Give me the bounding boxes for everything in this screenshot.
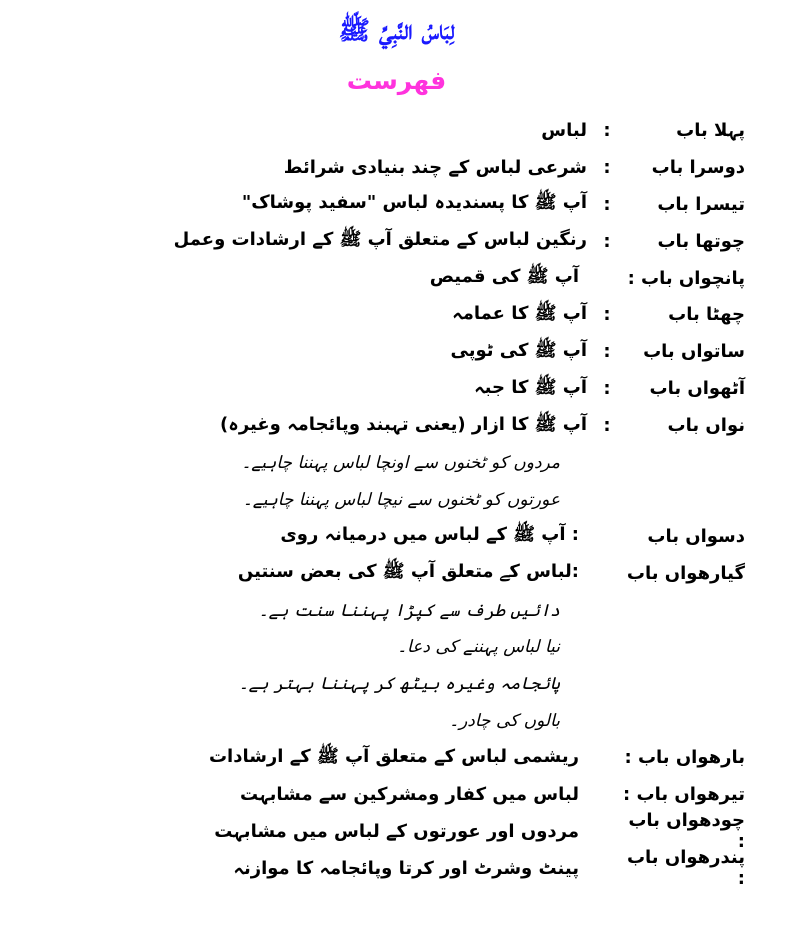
separator: :	[603, 304, 611, 326]
chapter-label: بارھواں باب :	[624, 747, 745, 769]
separator: :	[603, 230, 611, 252]
contents-heading: فهرست	[346, 66, 447, 95]
chapter-topic: مردوں اور عورتوں کے لباس میں مشابہت	[214, 820, 579, 842]
toc-row	[25, 776, 745, 813]
separator: :	[603, 378, 611, 400]
chapter-topic: آپ ﷺ کا جبہ	[474, 376, 587, 398]
toc-subitem	[25, 444, 745, 481]
toc-row	[25, 407, 745, 444]
chapter-topic: آپ ﷺ کا پسندیدہ لباس "سفید پوشاک"	[241, 192, 587, 214]
toc-row	[25, 518, 745, 555]
chapter-topic: :لباس کے متعلق آپ ﷺ کی بعض سنتیں	[237, 561, 579, 583]
chapter-topic: آپ ﷺ کی ٹوپی	[450, 339, 587, 361]
chapter-label: دوسرا باب	[651, 156, 745, 178]
subtopic-text: دائیں طرف سے کپڑا پہننا سنت ہے۔	[258, 600, 560, 621]
chapter-topic: پینٹ وشرٹ اور کرتا وپائجامہ کا موازنہ	[233, 857, 579, 879]
chapter-label: ساتواں باب	[643, 341, 745, 363]
separator: :	[603, 156, 611, 178]
subtopic-text: مردوں کو ٹخنوں سے اونچا لباس پہننا چاہیے۔	[241, 452, 560, 473]
chapter-topic: ریشمی لباس کے متعلق آپ ﷺ کے ارشادات	[208, 745, 579, 767]
toc-subitem	[25, 628, 745, 665]
chapter-label: تیرھواں باب :	[623, 783, 745, 805]
subtopic-text: نیا لباس پہننے کی دعا۔	[397, 637, 560, 658]
toc-subitem	[25, 702, 745, 739]
toc-row	[25, 333, 745, 370]
chapter-topic: رنگین لباس کے متعلق آپ ﷺ کے ارشادات وعمل	[173, 229, 587, 251]
chapter-topic: آپ ﷺ کی قمیص	[429, 266, 579, 287]
toc-row	[25, 555, 745, 592]
chapter-topic: شرعی لباس کے چند بنیادی شرائط	[283, 156, 587, 178]
subtopic-text: عورتوں کو ٹخنوں سے نیچا لباس پہننا چاہیے۔	[242, 489, 560, 510]
toc-row	[25, 260, 745, 297]
chapter-label: گیارھواں باب	[626, 562, 745, 584]
chapter-label: پہلا باب	[676, 119, 745, 141]
chapter-label: چوتھا باب	[657, 230, 745, 252]
chapter-label: پندرھواں باب :	[626, 847, 745, 890]
toc-subitem	[25, 481, 745, 518]
toc-row	[25, 186, 745, 223]
table-of-contents	[25, 112, 745, 890]
chapter-topic: لباس	[541, 119, 587, 141]
toc-row	[25, 370, 745, 407]
chapter-topic: آپ ﷺ کا ازار (یعنی تہبند وپائجامہ وغیرہ)	[220, 413, 587, 435]
toc-subitem	[25, 592, 745, 629]
subtopic-text: بالوں کی چادر۔	[449, 711, 560, 732]
chapter-label: آٹھواں باب	[649, 378, 745, 400]
toc-row	[25, 223, 745, 260]
toc-row	[25, 149, 745, 186]
chapter-label: تیسرا باب	[657, 193, 745, 215]
subtopic-text: پائجامہ وغیرہ بیٹھ کر پہننا بہتر ہے۔	[238, 674, 560, 695]
toc-row	[25, 112, 745, 149]
separator: :	[603, 193, 611, 215]
toc-row	[25, 810, 745, 853]
toc-row	[25, 296, 745, 333]
chapter-topic: لباس میں کفار ومشرکین سے مشابہت	[240, 783, 579, 805]
chapter-topic: آپ ﷺ کا عمامہ	[452, 302, 587, 324]
chapter-label: نواں باب	[667, 415, 745, 437]
separator: :	[603, 119, 611, 141]
book-title: لِبَاسُ النَّبِيِّ ﷺ	[338, 16, 455, 46]
chapter-label: پانچواں باب :	[627, 267, 745, 289]
separator: :	[603, 341, 611, 363]
chapter-label: دسواں باب	[647, 525, 745, 547]
chapter-label: چھٹا باب	[668, 304, 745, 326]
chapter-label: چودھواں باب :	[628, 810, 745, 853]
toc-row	[25, 847, 745, 890]
toc-row	[25, 739, 745, 776]
separator: :	[603, 415, 611, 437]
toc-subitem	[25, 665, 745, 702]
chapter-topic: : آپ ﷺ کے لباس میں درمیانہ روی	[280, 524, 579, 546]
